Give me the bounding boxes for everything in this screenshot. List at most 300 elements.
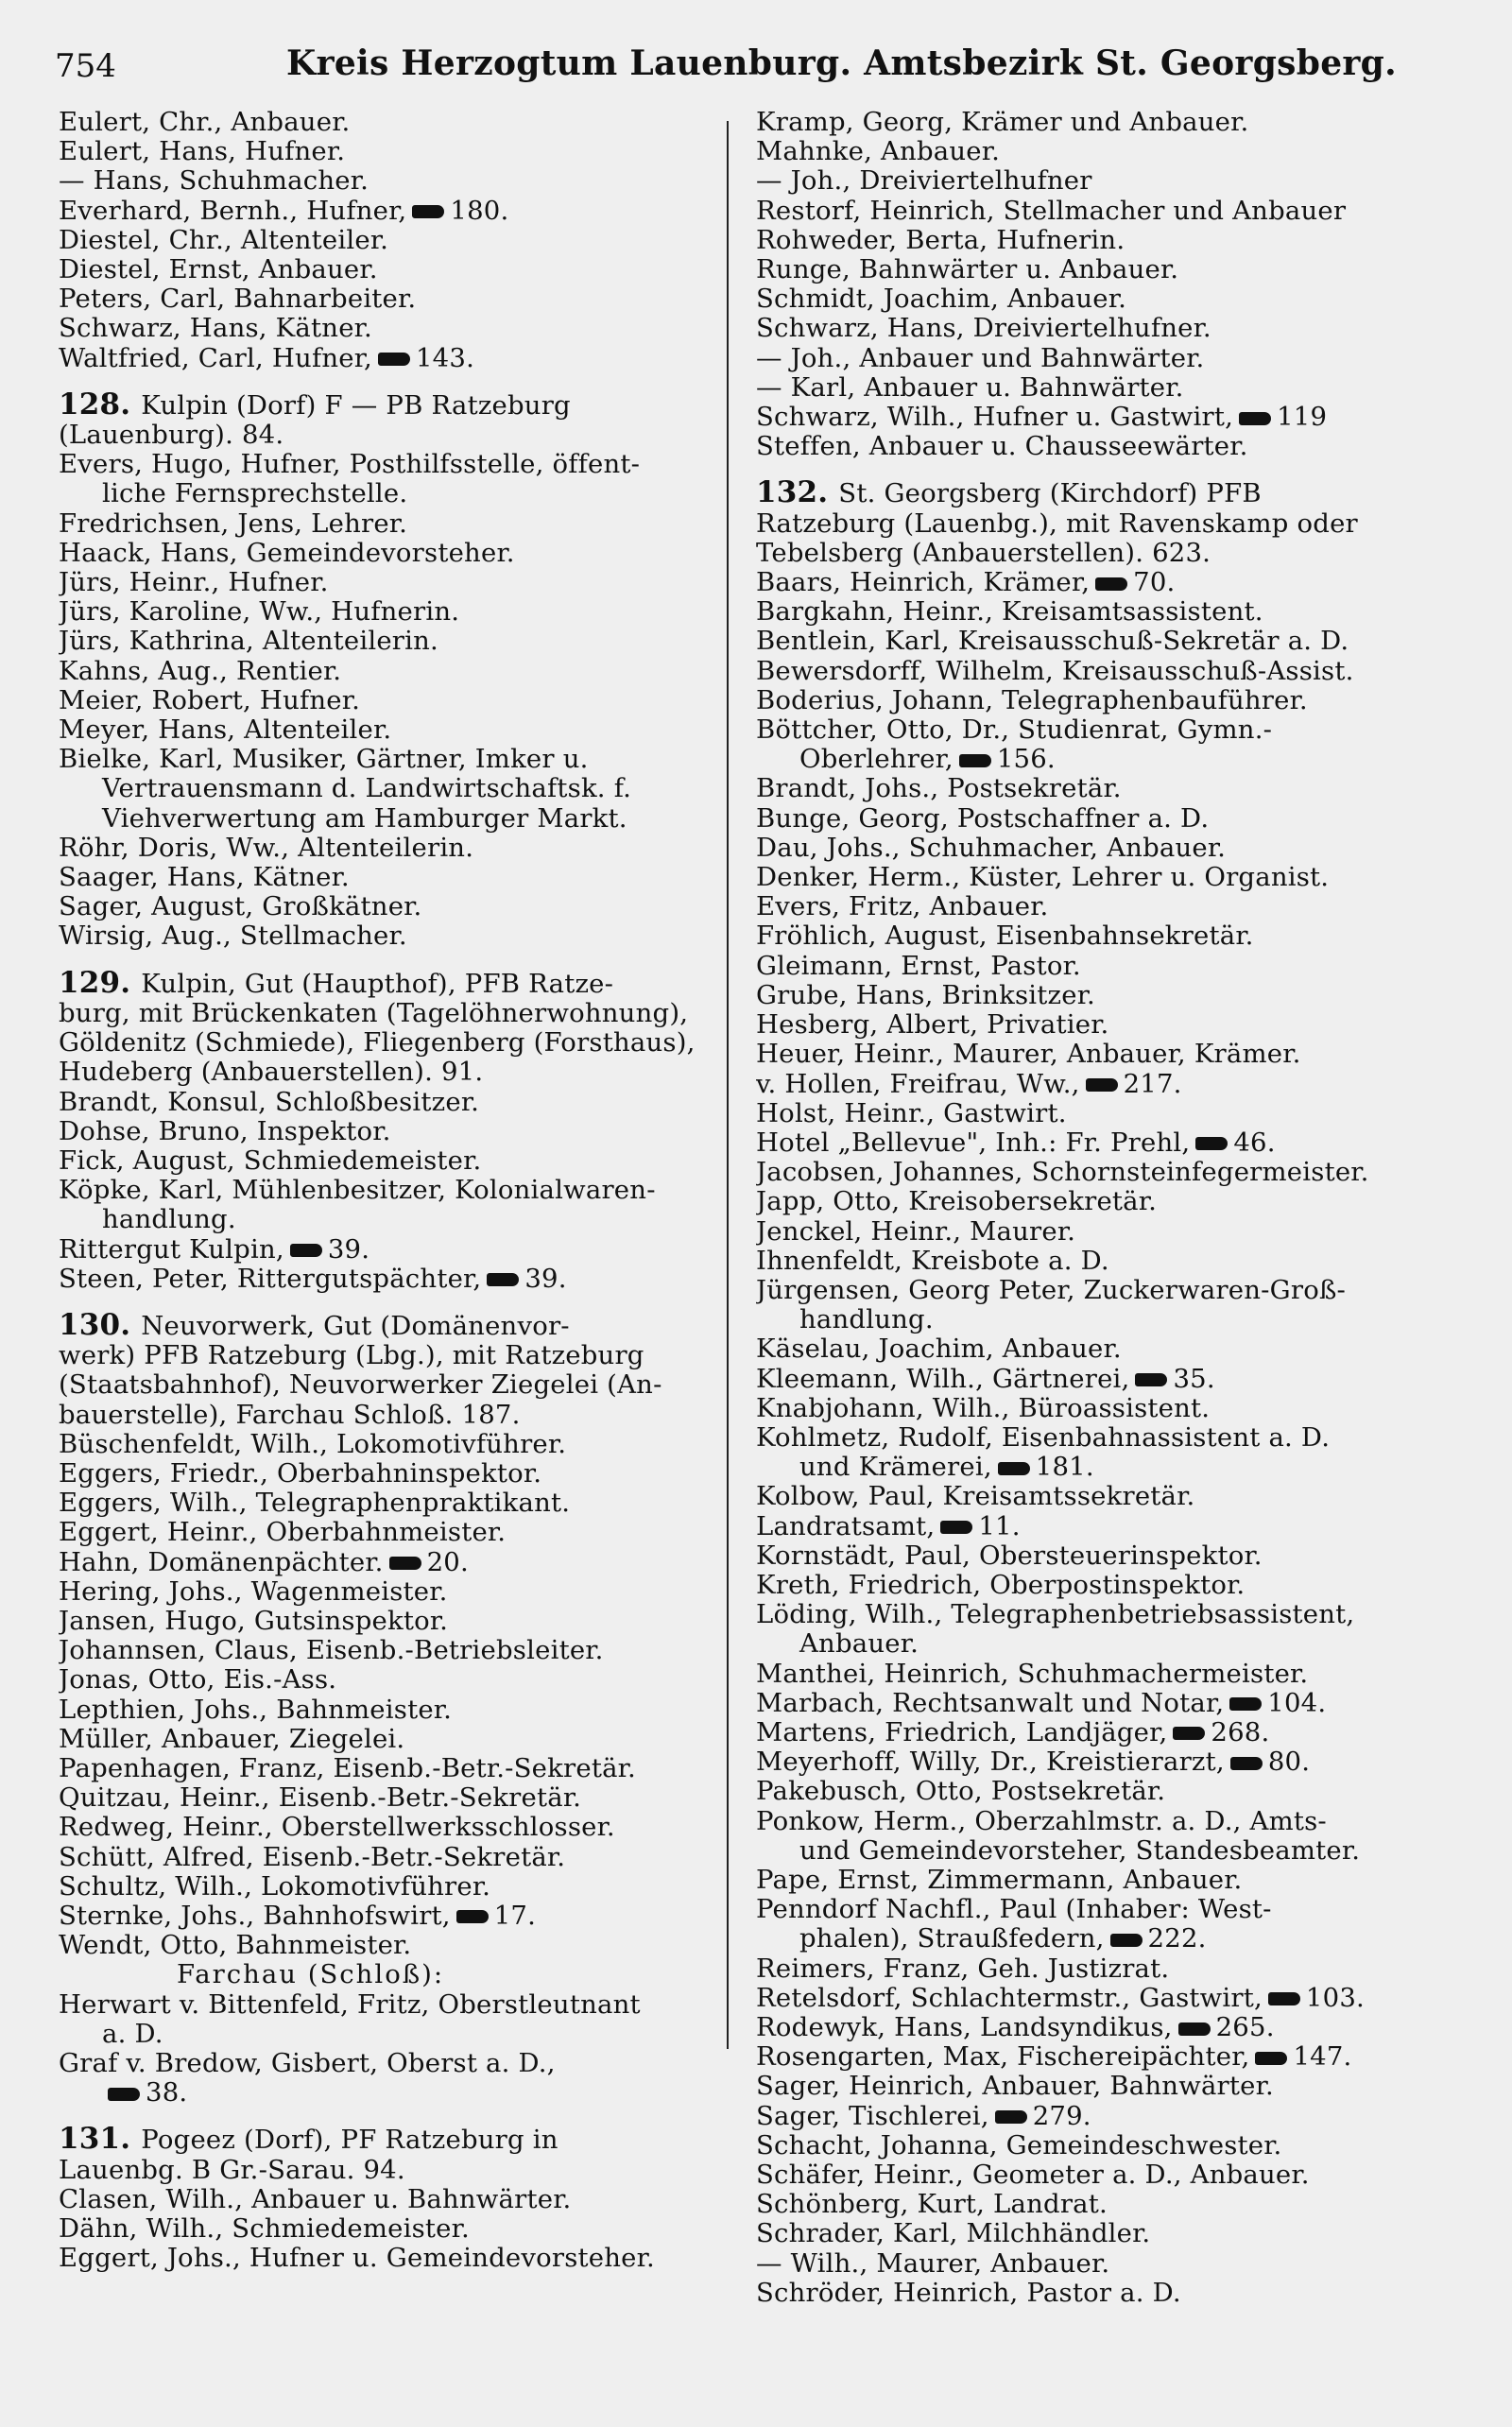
entry-text: Jürs, Kathrina, Altenteilerin.: [59, 627, 438, 657]
entry-text: Sager, Heinrich, Anbauer, Bahnwärter.: [756, 2072, 1274, 2102]
directory-line: [59, 1725, 731, 1754]
entry-text: Fröhlich, August, Eisenbahnsekretär.: [756, 921, 1254, 952]
phone-number: 156.: [996, 745, 1056, 775]
directory-line: [59, 1146, 731, 1176]
entry-text: Wendt, Otto, Bahnmeister.: [59, 1931, 412, 1961]
entry-text: Fick, August, Schmiedemeister.: [59, 1145, 482, 1176]
phone-number: 268.: [1211, 1717, 1270, 1747]
entry-text: Denker, Herm., Küster, Lehrer u. Organist.: [756, 863, 1330, 893]
directory-line: [59, 1665, 731, 1695]
entry-text: Quitzau, Heinr., Eisenb.-Betr.-Sekretär.: [59, 1783, 582, 1814]
entry-text: Sager, Tischlerei,: [756, 2101, 989, 2131]
directory-line: [756, 715, 1460, 745]
directory-line: [756, 1394, 1460, 1423]
directory-line: [756, 1836, 1460, 1866]
entry-text: Meier, Robert, Hufner.: [59, 685, 361, 715]
phone-number: 39.: [327, 1234, 370, 1265]
directory-line: [756, 774, 1460, 803]
entry-text: — Wilh., Maurer, Anbauer.: [756, 2248, 1110, 2279]
entry-text: Brandt, Konsul, Schloßbesitzer.: [59, 1087, 480, 1117]
entry-text: Sager, August, Großkätner.: [59, 892, 422, 922]
telephone-handset-icon: [1229, 1697, 1262, 1711]
entry-text: Jonas, Otto, Eis.-Ass.: [59, 1665, 337, 1695]
telephone-handset-icon: [940, 1521, 972, 1534]
entry-text: Schultz, Wilh., Lokomotivführer.: [59, 1871, 491, 1902]
directory-line: [756, 1010, 1460, 1040]
entry-text: Vertrauensmann d. Landwirtschaftsk. f.: [102, 774, 632, 804]
entry-text: Jansen, Hugo, Gutsinspektor.: [59, 1606, 449, 1636]
directory-line: [59, 137, 731, 166]
entry-text: Haack, Hans, Gemeindevorsteher.: [59, 538, 515, 568]
directory-line: [59, 745, 731, 774]
directory-line: [756, 1423, 1460, 1453]
directory-line: [59, 1843, 731, 1872]
entry-text: phalen), Straußfedern,: [799, 1924, 1105, 1954]
entry-text: Dohse, Bruno, Inspektor.: [59, 1116, 391, 1146]
entry-text: Schönberg, Kurt, Landrat.: [756, 2190, 1108, 2220]
section-heading: [59, 1311, 731, 1341]
directory-line: [756, 539, 1460, 568]
directory-line: [756, 627, 1460, 656]
directory-line: [756, 1128, 1460, 1158]
phone-number: 222.: [1147, 1924, 1207, 1954]
entry-text: — Joh., Dreiviertelhufner: [756, 166, 1092, 197]
directory-line: [59, 1636, 731, 1665]
phone-number: 46.: [1233, 1127, 1276, 1158]
entry-text: Kulpin (Dorf) F — PB Ratzeburg: [141, 389, 571, 421]
directory-line: [756, 1660, 1460, 1689]
section-heading: [59, 390, 731, 421]
page-header: [55, 38, 1453, 85]
directory-line: [59, 166, 731, 196]
telephone-handset-icon: [378, 353, 410, 366]
entry-text: Sternke, Johs., Bahnhofswirt,: [59, 1901, 451, 1931]
directory-line: [59, 1548, 731, 1577]
directory-line: [59, 1931, 731, 1960]
entry-text: Rodewyk, Hans, Landsyndikus,: [756, 2013, 1173, 2042]
entry-text: Löding, Wilh., Telegraphenbetriebsassistent,: [756, 1600, 1355, 1630]
telephone-handset-icon: [1230, 1757, 1263, 1770]
directory-line: [756, 1334, 1460, 1364]
directory-line: [756, 1924, 1460, 1954]
entry-text: Lauenbg. B Gr.-Sarau. 94.: [59, 2155, 405, 2185]
entry-text: Rosengarten, Max, Fischereipächter,: [756, 2042, 1250, 2073]
entry-text: Runge, Bahnwärter u. Anbauer.: [756, 255, 1179, 285]
directory-line: [59, 284, 731, 314]
directory-line: [59, 1577, 731, 1607]
directory-line: [756, 1040, 1460, 1069]
phone-number: 147.: [1293, 2042, 1352, 2073]
phone-number: 217.: [1123, 1069, 1182, 1099]
telephone-handset-icon: [1095, 577, 1127, 591]
section-gap: [59, 2108, 731, 2115]
entry-text: Evers, Fritz, Anbauer.: [756, 892, 1049, 922]
entry-text: Göldenitz (Schmiede), Fliegenberg (Forsthaus),: [59, 1028, 696, 1059]
entry-text: a. D.: [102, 2019, 163, 2049]
entry-text: handlung.: [102, 1205, 236, 1235]
directory-line: [59, 1088, 731, 1117]
section-gap: [59, 1294, 731, 1301]
phone-number: 104.: [1267, 1688, 1327, 1718]
entry-text: Bielke, Karl, Musiker, Gärtner, Imker u.: [59, 745, 589, 775]
directory-line: [756, 1070, 1460, 1099]
entry-text: Hahn, Domänenpächter.: [59, 1547, 384, 1577]
directory-line: [756, 137, 1460, 166]
directory-line: [59, 1235, 731, 1265]
entry-text: Diestel, Chr., Altenteiler.: [59, 225, 389, 255]
phone-number: 180.: [450, 196, 509, 226]
directory-line: [756, 981, 1460, 1010]
entry-text: Ponkow, Herm., Oberzahlmstr. a. D., Amts-: [756, 1806, 1327, 1836]
directory-line: [59, 1813, 731, 1842]
directory-line: [756, 166, 1460, 196]
directory-line: [756, 2072, 1460, 2101]
phone-number: 38.: [146, 2078, 188, 2109]
entry-text: (Staatsbahnhof), Neuvorwerker Ziegelei (An-: [59, 1370, 662, 1401]
entry-text: Pape, Ernst, Zimmermann, Anbauer.: [756, 1865, 1243, 1895]
telephone-handset-icon: [1173, 1727, 1205, 1740]
telephone-handset-icon: [998, 1462, 1030, 1475]
directory-line: [756, 1305, 1460, 1334]
directory-line: [756, 1984, 1460, 2013]
entry-text: Waltfried, Carl, Hufner,: [59, 343, 372, 373]
entry-text: Schröder, Heinrich, Pastor a. D.: [756, 2278, 1181, 2308]
directory-line: [756, 597, 1460, 627]
entry-text: Bunge, Georg, Postschaffner a. D.: [756, 803, 1210, 834]
directory-line: [756, 1747, 1460, 1777]
directory-line: [756, 509, 1460, 539]
entry-text: Restorf, Heinrich, Stellmacher und Anbauer: [756, 196, 1347, 226]
directory-line: [756, 2160, 1460, 2190]
entry-text: Ihnenfeldt, Kreisbote a. D.: [756, 1246, 1109, 1276]
directory-line: [59, 450, 731, 479]
telephone-handset-icon: [1178, 2022, 1211, 2036]
directory-line: [59, 2244, 731, 2273]
entry-text: Steen, Peter, Rittergutspächter,: [59, 1264, 482, 1294]
directory-line: [59, 1341, 731, 1370]
directory-line: [59, 1960, 731, 1989]
entry-text: Oberlehrer,: [799, 745, 954, 775]
directory-line: [756, 1629, 1460, 1659]
entry-text: Knabjohann, Wilh., Büroassistent.: [756, 1393, 1211, 1423]
entry-text: Neuvorwerk, Gut (Domänenvor-: [141, 1310, 570, 1341]
entry-text: Clasen, Wilh., Anbauer u. Bahnwärter.: [59, 2184, 572, 2214]
directory-line: [756, 1807, 1460, 1836]
entry-text: Peters, Carl, Bahnarbeiter.: [59, 284, 417, 315]
directory-line: [756, 1453, 1460, 1482]
directory-line: [756, 1158, 1460, 1187]
phone-number: 11.: [978, 1511, 1021, 1541]
directory-line: [59, 255, 731, 284]
directory-line: [756, 1600, 1460, 1629]
directory-line: [59, 1117, 731, 1146]
section-gap: [756, 461, 1460, 469]
directory-line: [59, 1990, 731, 2020]
directory-line: [756, 657, 1460, 686]
directory-line: [756, 2131, 1460, 2160]
entry-text: Schwarz, Wilh., Hufner u. Gastwirt,: [756, 403, 1234, 433]
entry-text: bauerstelle), Farchau Schloß. 187.: [59, 1400, 521, 1430]
directory-line: [756, 1099, 1460, 1128]
entry-text: Pakebusch, Otto, Postsekretär.: [756, 1777, 1166, 1807]
directory-line: [756, 2219, 1460, 2248]
entry-text: — Hans, Schuhmacher.: [59, 166, 369, 197]
entry-text: Hudeberg (Anbauerstellen). 91.: [59, 1058, 484, 1088]
directory-line: [756, 863, 1460, 892]
entry-text: Jenckel, Heinr., Maurer.: [756, 1216, 1076, 1247]
entry-text: Dähn, Wilh., Schmiedemeister.: [59, 2214, 470, 2245]
entry-text: Müller, Anbauer, Ziegelei.: [59, 1724, 405, 1754]
entry-text: Kleemann, Wilh., Gärtnerei,: [756, 1364, 1130, 1394]
section-heading: [59, 2125, 731, 2155]
entry-text: Schacht, Johanna, Gemeindeschwester.: [756, 2130, 1282, 2160]
directory-line: [756, 1217, 1460, 1247]
directory-line: [59, 108, 731, 137]
entry-text: Kulpin, Gut (Haupthof), PFB Ratze-: [141, 968, 614, 999]
directory-line: [756, 284, 1460, 314]
entry-text: Röhr, Doris, Ww., Altenteilerin.: [59, 833, 474, 863]
directory-line: [756, 2190, 1460, 2219]
entry-text: Jürs, Heinr., Hufner.: [59, 568, 329, 598]
directory-line: [59, 2156, 731, 2185]
entry-text: Evers, Hugo, Hufner, Posthilfsstelle, öffent-: [59, 450, 641, 480]
entry-text: Heuer, Heinr., Maurer, Anbauer, Krämer.: [756, 1040, 1301, 1070]
telephone-handset-icon: [1110, 1934, 1143, 1947]
directory-line: [756, 2013, 1460, 2042]
entry-text: Mahnke, Anbauer.: [756, 137, 1001, 167]
directory-line: [756, 2249, 1460, 2279]
entry-text: Saager, Hans, Kätner.: [59, 863, 350, 893]
directory-line: [59, 1265, 731, 1294]
entry-text: Viehverwertung am Hamburger Markt.: [102, 803, 627, 834]
entry-text: Jürgensen, Georg Peter, Zuckerwaren-Groß-: [756, 1275, 1347, 1305]
directory-line: [59, 804, 731, 834]
directory-line: [756, 432, 1460, 461]
entry-text: Everhard, Bernh., Hufner,: [59, 196, 407, 226]
section-gap: [59, 952, 731, 959]
entry-text: Bargkahn, Heinr., Kreisamtsassistent.: [756, 597, 1263, 628]
telephone-handset-icon: [1195, 1137, 1228, 1150]
directory-line: [59, 1430, 731, 1459]
entry-text: Eulert, Chr., Anbauer.: [59, 108, 351, 137]
telephone-handset-icon: [456, 1910, 489, 1923]
entry-text: St. Georgsberg (Kirchdorf) PFB: [838, 478, 1262, 509]
directory-line: [59, 1754, 731, 1783]
running-title: Kreis Herzogtum Lauenburg. Amtsbezirk St. Georgsberg.: [286, 43, 1397, 83]
directory-line: [59, 568, 731, 597]
section-number: 132.: [756, 478, 839, 509]
directory-line: [756, 745, 1460, 774]
entry-text: Martens, Friedrich, Landjäger,: [756, 1717, 1168, 1747]
entry-text: Reimers, Franz, Geh. Justizrat.: [756, 1954, 1170, 1984]
directory-line: [59, 863, 731, 892]
left-column: [59, 108, 731, 2273]
directory-line: [756, 1187, 1460, 1216]
entry-text: Rohweder, Berta, Hufnerin.: [756, 225, 1125, 255]
phone-number: 70.: [1133, 568, 1176, 598]
entry-text: Gleimann, Ernst, Pastor.: [756, 951, 1081, 981]
phone-number: 17.: [493, 1901, 537, 1931]
entry-text: Diestel, Ernst, Anbauer.: [59, 255, 378, 285]
entry-text: werk) PFB Ratzeburg (Lbg.), mit Ratzeburg: [59, 1341, 644, 1371]
entry-text: Fredrichsen, Jens, Lehrer.: [59, 508, 408, 539]
entry-text: Schütt, Alfred, Eisenb.-Betr.-Sekretär.: [59, 1842, 566, 1872]
entry-text: und Krämerei,: [799, 1453, 992, 1483]
directory-line: [59, 1205, 731, 1234]
directory-line: [59, 226, 731, 255]
directory-line: [59, 197, 731, 226]
entry-text: Holst, Heinr., Gastwirt.: [756, 1098, 1067, 1128]
directory-line: [59, 1518, 731, 1547]
directory-line: [756, 1895, 1460, 1924]
entry-text: Graf v. Bredow, Gisbert, Oberst a. D.,: [59, 2049, 556, 2078]
entry-text: Kornstädt, Paul, Obersteuerinspektor.: [756, 1541, 1263, 1571]
directory-line: [756, 1276, 1460, 1305]
directory-line: [756, 1482, 1460, 1511]
telephone-handset-icon: [389, 1557, 421, 1570]
entry-text: Käselau, Joachim, Anbauer.: [756, 1334, 1122, 1365]
entry-text: Hotel „Bellevue", Inh.: Fr. Prehl,: [756, 1127, 1191, 1158]
entry-text: Bewersdorff, Wilhelm, Kreisausschuß-Assist.: [756, 656, 1354, 686]
entry-text: Marbach, Rechtsanwalt und Notar,: [756, 1688, 1225, 1718]
section-number: 129.: [59, 968, 142, 999]
directory-line: [756, 255, 1460, 284]
entry-text: Retelsdorf, Schlachtermstr., Gastwirt,: [756, 1983, 1263, 2013]
telephone-handset-icon: [1268, 1992, 1300, 2005]
directory-line: [756, 373, 1460, 403]
directory-line: [756, 834, 1460, 863]
entry-text: Eggers, Wilh., Telegraphenpraktikant.: [59, 1489, 571, 1519]
directory-line: [756, 1365, 1460, 1394]
directory-line: [59, 1459, 731, 1489]
directory-line: [59, 1783, 731, 1813]
entry-text: Jacobsen, Johannes, Schornsteinfegermeister.: [756, 1158, 1369, 1188]
entry-text: Anbauer.: [799, 1629, 919, 1660]
entry-text: Schäfer, Heinr., Geometer a. D., Anbauer.: [756, 2160, 1310, 2191]
directory-line: [59, 921, 731, 951]
directory-line: [756, 2042, 1460, 2072]
entry-text: Jürs, Karoline, Ww., Hufnerin.: [59, 597, 460, 628]
entry-text: Köpke, Karl, Mühlenbesitzer, Kolonialwaren-: [59, 1176, 656, 1206]
entry-text: Grube, Hans, Brinksitzer.: [756, 980, 1095, 1010]
entry-text: Kreth, Friedrich, Oberpostinspektor.: [756, 1570, 1246, 1600]
directory-line: [756, 108, 1460, 137]
directory-line: [59, 344, 731, 373]
directory-line: [756, 1777, 1460, 1806]
directory-line: [59, 686, 731, 715]
entry-text: Johannsen, Claus, Eisenb.-Betriebsleiter.: [59, 1636, 604, 1666]
entry-text: Baars, Heinrich, Krämer,: [756, 568, 1091, 598]
directory-line: [756, 1247, 1460, 1276]
telephone-handset-icon: [290, 1244, 322, 1257]
entry-text: burg, mit Brückenkaten (Tagelöhnerwohnung),: [59, 998, 689, 1028]
directory-line: [59, 1902, 731, 1931]
phone-number: 119: [1277, 403, 1328, 433]
telephone-handset-icon: [995, 2110, 1027, 2124]
entry-text: Manthei, Heinrich, Schuhmachermeister.: [756, 1659, 1309, 1689]
directory-line: [756, 1689, 1460, 1718]
directory-line: [59, 509, 731, 539]
directory-line: [756, 197, 1460, 226]
directory-line: [756, 1866, 1460, 1895]
entry-text: v. Hollen, Freifrau, Ww.,: [756, 1069, 1080, 1099]
telephone-handset-icon: [1135, 1373, 1167, 1386]
entry-text: Eggert, Johs., Hufner u. Gemeindevorsteher.: [59, 2244, 655, 2274]
phone-number: 103.: [1305, 1983, 1365, 2013]
phone-number: 20.: [426, 1547, 469, 1577]
directory-line: [59, 1401, 731, 1430]
directory-line: [59, 2214, 731, 2244]
entry-text: Kahns, Aug., Rentier.: [59, 656, 342, 686]
phone-number: 279.: [1032, 2101, 1091, 2131]
directory-line: [59, 539, 731, 568]
entry-text: Eggert, Heinr., Oberbahnmeister.: [59, 1518, 507, 1548]
entry-text: Meyer, Hans, Altenteiler.: [59, 715, 392, 746]
section-number: 130.: [59, 1310, 142, 1342]
entry-text: Boderius, Johann, Telegraphenbauführer.: [756, 685, 1308, 715]
entry-text: Rittergut Kulpin,: [59, 1234, 284, 1265]
entry-text: Brandt, Johs., Postsekretär.: [756, 774, 1122, 804]
section-heading: [59, 969, 731, 999]
phone-number: 143.: [415, 343, 475, 373]
telephone-handset-icon: [1239, 412, 1271, 425]
directory-line: [59, 774, 731, 803]
entry-text: Schwarz, Hans, Kätner.: [59, 314, 372, 344]
entry-text: Wirsig, Aug., Stellmacher.: [59, 921, 407, 952]
entry-text: Papenhagen, Franz, Eisenb.-Betr.-Sekretär.: [59, 1753, 636, 1783]
telephone-handset-icon: [412, 205, 444, 218]
directory-line: [59, 999, 731, 1028]
directory-line: [59, 1607, 731, 1636]
entry-text: Pogeez (Dorf), PF Ratzeburg in: [141, 2125, 558, 2156]
entry-text: liche Fernsprechstelle.: [102, 479, 408, 509]
directory-line: [756, 1541, 1460, 1571]
phone-number: 181.: [1035, 1453, 1094, 1483]
directory-line: [756, 1571, 1460, 1600]
directory-line: [59, 1028, 731, 1058]
directory-line: [59, 1695, 731, 1725]
entry-text: Schwarz, Hans, Dreiviertelhufner.: [756, 314, 1211, 344]
directory-line: [756, 952, 1460, 981]
directory-line: [59, 657, 731, 686]
directory-line: [59, 834, 731, 863]
directory-line: [756, 403, 1460, 432]
directory-line: [756, 2102, 1460, 2131]
directory-line: [59, 892, 731, 921]
entry-text: — Joh., Anbauer und Bahnwärter.: [756, 343, 1205, 373]
entry-text: Schmidt, Joachim, Anbauer.: [756, 284, 1127, 315]
right-column: [756, 108, 1460, 2308]
entry-text: Japp, Otto, Kreisobersekretär.: [756, 1187, 1158, 1217]
directory-line: [59, 1370, 731, 1400]
phone-number: 35.: [1173, 1364, 1215, 1394]
directory-line: [59, 1176, 731, 1205]
entry-text: Farchau (Schloß):: [177, 1960, 445, 1990]
directory-line: [756, 1718, 1460, 1747]
directory-line: [756, 568, 1460, 597]
directory-line: [756, 892, 1460, 921]
entry-text: Penndorf Nachfl., Paul (Inhaber: West-: [756, 1895, 1272, 1925]
directory-line: [59, 1058, 731, 1087]
section-heading: [756, 478, 1460, 508]
directory-line: [59, 715, 731, 745]
entry-text: Kohlmetz, Rudolf, Eisenbahnassistent a. D.: [756, 1422, 1331, 1453]
entry-text: Tebelsberg (Anbauerstellen). 623.: [756, 538, 1211, 568]
directory-line: [756, 2279, 1460, 2308]
telephone-handset-icon: [1086, 1078, 1118, 1092]
telephone-handset-icon: [959, 754, 991, 767]
directory-line: [756, 226, 1460, 255]
